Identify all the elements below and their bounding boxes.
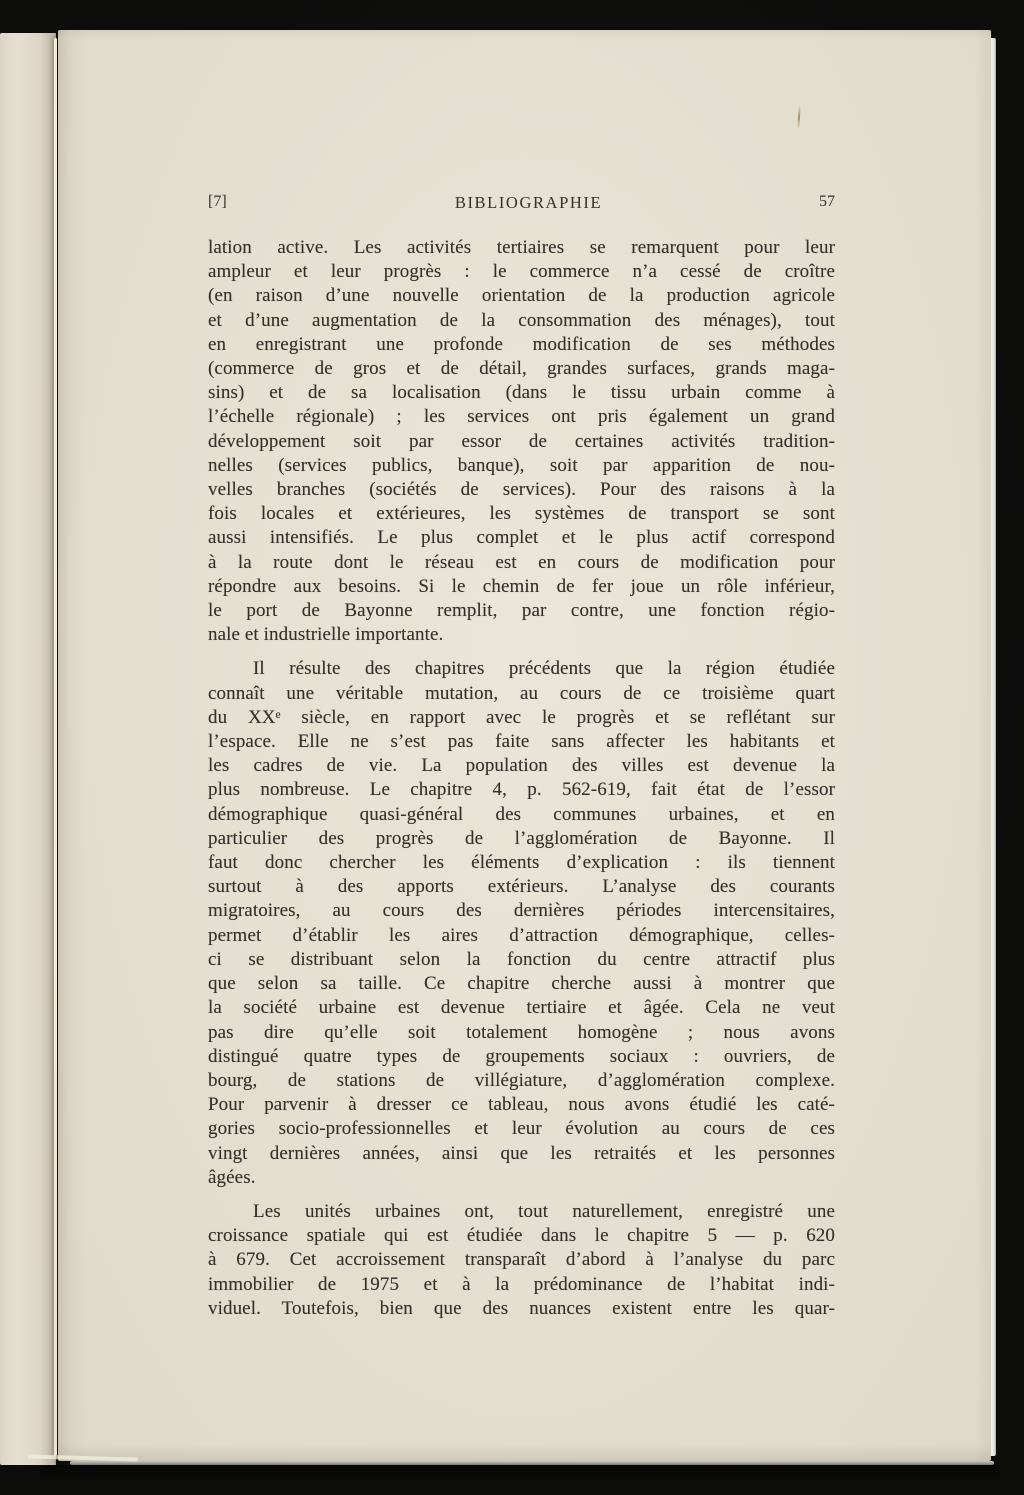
text-line: Il résulte des chapitres précédents que la région étudiée	[253, 658, 835, 680]
text-line: vingt dernières années, ainsi que les retraités et les personnes	[208, 1142, 835, 1164]
text-line: en enregistrant une profonde modification de ses méthodes	[208, 333, 835, 355]
text-line: du XXᵉ siècle, en rapport avec le progrès et se reflétant sur	[208, 706, 835, 728]
text-line: immobilier de 1975 et à la prédominance de l’habitat indi-	[208, 1273, 835, 1295]
book-page	[58, 30, 991, 1461]
text-line: croissance spatiale qui est étudiée dans le chapitre 5 — p. 620	[208, 1225, 835, 1247]
paragraph	[208, 236, 835, 647]
text-line: lation active. Les activités tertiaires se remarquent pour leur	[208, 237, 835, 258]
text-line: développement soit par essor de certaines activités tradition-	[208, 430, 835, 452]
text-line: démographique quasi-général des communes urbaines, et en	[208, 803, 835, 825]
text-line: (en raison d’une nouvelle orientation de la production agricole	[208, 285, 835, 307]
paragraph	[208, 657, 835, 1189]
text-line: plus nombreuse. Le chapitre 4, p. 562-619, fait état de l’essor	[208, 779, 835, 801]
text-line: et d’une augmentation de la consommation des ménages), tout	[208, 309, 835, 331]
text-line: pas dire qu’elle soit totalement homogène ; nous avons	[208, 1021, 835, 1043]
text-line: l’échelle régionale) ; les services ont pris également un grand	[208, 406, 835, 428]
text-line: le port de Bayonne remplit, par contre, une fonction régio-	[208, 600, 835, 622]
text-line: la société urbaine est devenue tertiaire et âgée. Cela ne veut	[208, 997, 835, 1019]
text-line: permet d’établir les aires d’attraction démographique, celles-	[208, 924, 835, 946]
text-line: Pour parvenir à dresser ce tableau, nous avons étudié les caté-	[208, 1094, 835, 1116]
text-line: migratoires, au cours des dernières périodes intercensitaires,	[208, 900, 835, 922]
text-line: (commerce de gros et de détail, grandes surfaces, grands maga-	[208, 358, 835, 380]
text-line: répondre aux besoins. Si le chemin de fer joue un rôle inférieur,	[208, 575, 835, 597]
text-line: que selon sa taille. Ce chapitre cherche aussi à montrer que	[208, 973, 835, 995]
text-line: nale et industrielle importante.	[208, 624, 444, 646]
text-line: bourg, de stations de villégiature, d’agglomération complexe.	[208, 1069, 835, 1091]
text-line: faut donc chercher les éléments d’explication : ils tiennent	[208, 852, 835, 874]
text-line: particulier des progrès de l’agglomération de Bayonne. Il	[208, 827, 835, 849]
running-head	[208, 193, 835, 215]
text-line: distingué quatre types de groupements sociaux : ouvriers, de	[208, 1045, 835, 1067]
text-line: connaît une véritable mutation, au cours de ce troisième quart	[208, 682, 835, 704]
text-line: âgées.	[208, 1166, 256, 1188]
book-shadow	[40, 1465, 1000, 1481]
text-line: Les unités urbaines ont, tout naturellement, enregistré une	[253, 1200, 835, 1222]
text-line: gories socio-professionnelles et leur évolution au cours de ces	[208, 1118, 835, 1140]
text-line: à la route dont le réseau est en cours de modification pour	[208, 551, 835, 573]
text-line: à 679. Cet accroissement transparaît d’abord à l’analyse du parc	[208, 1249, 835, 1271]
text-line: viduel. Toutefois, bien que des nuances existent entre les quar-	[208, 1297, 835, 1319]
text-line: sins) et de sa localisation (dans le tissu urbain comme à	[208, 382, 835, 404]
facing-page-edge	[0, 33, 56, 1465]
text-line: fois locales et extérieures, les systèmes de transport se sont	[208, 503, 835, 525]
text-line: surtout à des apports extérieurs. L’analyse des courants	[208, 876, 835, 898]
text-line: ci se distribuant selon la fonction du centre attractif plus	[208, 948, 835, 970]
running-title: BIBLIOGRAPHIE	[454, 193, 603, 212]
text-line: nelles (services publics, banque), soit par apparition de nou-	[208, 454, 835, 476]
paragraph	[208, 1200, 835, 1321]
bracket-number: [7]	[208, 193, 227, 210]
text-line: ampleur et leur progrès : le commerce n’a cessé de croître	[208, 261, 835, 283]
page-body	[208, 236, 835, 1321]
page-number: 57	[819, 193, 835, 210]
text-line: les cadres de vie. La population des villes est devenue la	[208, 755, 835, 777]
stacked-pages-edge-right	[991, 38, 996, 1456]
gutter-crease	[54, 38, 57, 1456]
text-line: aussi intensifiés. Le plus complet et le plus actif correspond	[208, 527, 835, 549]
text-line: velles branches (sociétés de services). Pour des raisons à la	[208, 479, 835, 501]
text-line: l’espace. Elle ne s’est pas faite sans affecter les habitants et	[208, 731, 835, 753]
